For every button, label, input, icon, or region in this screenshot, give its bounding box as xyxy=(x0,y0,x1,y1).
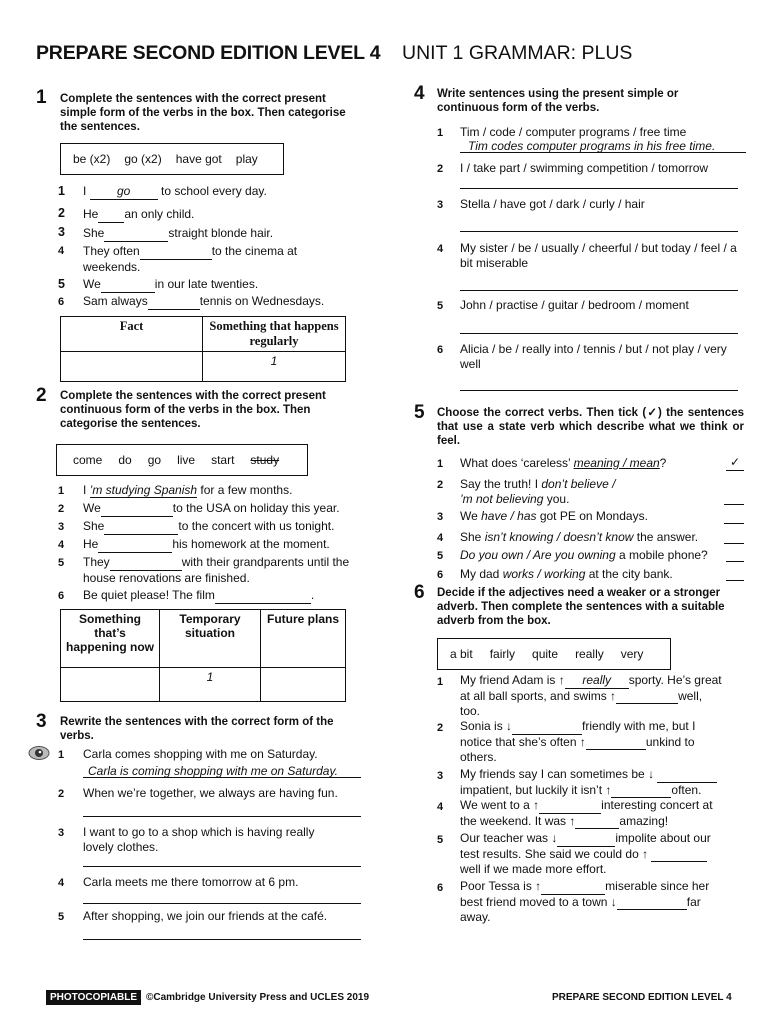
answer-blank[interactable] xyxy=(657,767,717,783)
ex2-item-5: They with their grandparents until the house renovations are finished. xyxy=(83,555,350,585)
page-title: PREPARE SECOND EDITION LEVEL 4 xyxy=(36,42,381,64)
exercise-2-word-box xyxy=(56,444,308,476)
item-number: 6 xyxy=(437,344,444,356)
page-subtitle: UNIT 1 GRAMMAR: PLUS xyxy=(402,42,633,64)
item-number: 1 xyxy=(437,127,444,139)
ex6-item-5: Our teacher was ↓ impolite about our test results. She said we could do ↑ well if we made more effort. xyxy=(460,831,711,876)
exercise-6-word-box xyxy=(437,638,671,670)
item-number: 3 xyxy=(437,511,444,523)
answer-blank[interactable]: ’m studying Spanish xyxy=(89,483,198,497)
answer-blank[interactable] xyxy=(651,847,707,863)
ex2-item-6: Be quiet please! The film . xyxy=(83,588,315,602)
answer-line[interactable] xyxy=(460,231,738,232)
word-box-item: fairly xyxy=(489,647,516,661)
ex2-item-1: I ’m studying Spanish for a few months. xyxy=(83,483,293,497)
exercise-1-category-table xyxy=(60,316,346,382)
ex1-item-1: I go to school every day. xyxy=(83,184,267,198)
item-number: 5 xyxy=(437,550,444,562)
ex3-item-1-question: Carla comes shopping with me on Saturday. xyxy=(83,747,318,761)
exercise-5-number: 5 xyxy=(414,402,425,423)
table-cell[interactable]: 1 xyxy=(160,668,261,702)
item-number: 1 xyxy=(58,485,65,497)
item-number: 6 xyxy=(58,590,65,602)
answer-line[interactable] xyxy=(460,188,738,189)
ex6-item-2: Sonia is ↓ friendly with me, but I notice that she’s often ↑ unkind to others. xyxy=(460,719,696,764)
table-cell[interactable] xyxy=(261,668,346,702)
answer-blank[interactable] xyxy=(98,207,124,223)
item-number: 1 xyxy=(58,749,65,761)
ex5-item-2: Say the truth! I don’t believe / ’m not believing you. xyxy=(460,477,616,506)
answer-blank[interactable] xyxy=(101,277,155,293)
answer-blank[interactable] xyxy=(539,798,601,814)
answer-blank[interactable] xyxy=(541,879,605,895)
table-cell[interactable]: 1 xyxy=(203,352,346,382)
item-number: 1 xyxy=(437,676,444,688)
ex2-item-4: He his homework at the moment. xyxy=(83,537,330,551)
exercise-2-category-table xyxy=(60,609,346,702)
table-header: Something that’s happening now xyxy=(61,610,160,668)
item-number: 5 xyxy=(437,300,444,312)
exercise-1-number: 1 xyxy=(36,87,47,108)
answer-line[interactable] xyxy=(83,816,361,817)
answer-line[interactable] xyxy=(460,290,738,291)
ex6-item-6: Poor Tessa is ↑ miserable since her best friend moved to a town ↓ far away. xyxy=(460,879,710,924)
word-box-item: come xyxy=(73,453,103,467)
item-number: 2 xyxy=(58,788,65,800)
ex5-item-4: She isn’t knowing / doesn’t know the answer. xyxy=(460,530,699,544)
ex1-item-2: He an only child. xyxy=(83,207,195,221)
item-number: 2 xyxy=(58,206,65,220)
item-number: 2 xyxy=(437,722,444,734)
exercise-3-number: 3 xyxy=(36,711,47,732)
ex4-item-5-prompt: John / practise / guitar / bedroom / moment xyxy=(460,298,689,312)
word-box-item: be (x2) xyxy=(73,152,111,166)
ex4-item-3-prompt: Stella / have got / dark / curly / hair xyxy=(460,197,645,211)
tick-box[interactable] xyxy=(724,523,744,524)
listen-icon[interactable] xyxy=(28,745,50,764)
table-header: Fact xyxy=(61,317,203,352)
item-number: 4 xyxy=(437,801,444,813)
ex4-item-1-answer[interactable]: Tim codes computer programs in his free time. xyxy=(468,139,716,153)
word-box-item: do xyxy=(118,453,132,467)
exercise-2-instruction: Complete the sentences with the correct present continuous form of the verbs in the box. Then categorise the sentences. xyxy=(60,390,326,430)
exercise-4-number: 4 xyxy=(414,83,425,104)
ex3-item-3-question: I want to go to a shop which is having really lovely clothes. xyxy=(83,825,315,854)
ex5-item-6: My dad works / working at the city bank. xyxy=(460,567,673,581)
answer-blank[interactable] xyxy=(101,501,173,517)
answer-blank[interactable]: really xyxy=(565,673,629,689)
exercise-5-instruction: Choose the correct verbs. Then tick (✓) the sentences that use a state verb which describe what we think or feel. xyxy=(437,407,744,447)
answer-blank[interactable] xyxy=(148,294,200,310)
ex6-item-3: My friends say I can sometimes be ↓ impatient, but luckily it isn’t ↑ often. xyxy=(460,767,750,798)
item-number: 5 xyxy=(58,277,65,291)
item-number: 6 xyxy=(58,296,65,308)
table-header: Temporary situation xyxy=(160,610,261,668)
exercise-2-number: 2 xyxy=(36,385,47,406)
answer-blank[interactable]: go xyxy=(90,184,158,200)
answer-blank[interactable] xyxy=(215,588,311,604)
item-number: 6 xyxy=(437,882,444,894)
answer-blank[interactable] xyxy=(104,226,168,242)
ex3-item-1-answer[interactable]: Carla is coming shopping with me on Saturday. xyxy=(88,764,338,778)
ex1-item-5: We in our late twenties. xyxy=(83,277,259,291)
word-box-item: very xyxy=(620,647,644,661)
copyright-text: ©Cambridge University Press and UCLES 2019 xyxy=(146,992,370,1003)
answer-blank[interactable] xyxy=(616,689,678,705)
exercise-3-instruction: Rewrite the sentences with the correct form of the verbs. xyxy=(60,716,334,742)
item-number: 2 xyxy=(58,503,65,515)
word-box-item: play xyxy=(235,152,258,166)
ex2-item-3: She to the concert with us tonight. xyxy=(83,519,335,533)
answer-line[interactable] xyxy=(460,333,738,334)
word-box-item: live xyxy=(177,453,196,467)
tick-box[interactable] xyxy=(726,561,744,562)
ex1-item-3: She straight blonde hair. xyxy=(83,226,274,240)
item-number: 4 xyxy=(58,245,65,257)
answer-blank[interactable] xyxy=(110,555,182,571)
tick-box[interactable] xyxy=(724,543,744,544)
answer-blank[interactable] xyxy=(617,895,687,911)
ex5-item-1: What does ‘careless’ meaning / mean? xyxy=(460,456,667,470)
ex4-item-2-prompt: I / take part / swimming competition / tomorrow xyxy=(460,161,709,175)
ex4-item-1-prompt: Tim / code / computer programs / free time xyxy=(460,125,687,139)
answer-line[interactable] xyxy=(83,866,361,867)
word-box-item: have got xyxy=(175,152,222,166)
ex3-item-5-question: After shopping, we join our friends at the café. xyxy=(83,909,328,923)
table-header: Future plans xyxy=(261,610,346,668)
answer-blank[interactable] xyxy=(611,783,671,799)
item-number: 4 xyxy=(58,877,65,889)
exercise-6-number: 6 xyxy=(414,582,425,603)
item-number: 2 xyxy=(437,479,444,491)
answer-blank[interactable] xyxy=(98,537,172,553)
ex2-item-2: We to the USA on holiday this year. xyxy=(83,501,340,515)
word-box-item: really xyxy=(575,647,604,661)
item-number: 3 xyxy=(58,827,65,839)
item-number: 3 xyxy=(58,225,65,239)
item-number: 4 xyxy=(437,532,444,544)
ex3-item-2-question: When we’re together, we always are having fun. xyxy=(83,786,338,800)
item-number: 5 xyxy=(58,911,65,923)
ex1-item-4: They often to the cinema at weekends. xyxy=(83,244,298,274)
item-number: 4 xyxy=(58,539,65,551)
ex1-item-6: Sam always tennis on Wednesdays. xyxy=(83,294,325,308)
table-cell[interactable] xyxy=(61,668,160,702)
item-number: 5 xyxy=(58,557,65,569)
ex5-item-3: We have / has got PE on Mondays. xyxy=(460,509,648,523)
word-box-item: go xyxy=(147,453,162,467)
exercise-6-instruction: Decide if the adjectives need a weaker or a stronger adverb. Then complete the sentences with a suitable adverb from the box. xyxy=(437,587,725,627)
answer-blank[interactable] xyxy=(575,814,619,830)
answer-line[interactable] xyxy=(83,939,361,940)
item-number: 3 xyxy=(437,199,444,211)
item-number: 3 xyxy=(437,770,444,782)
ex6-item-4: We went to a ↑ interesting concert at the weekend. It was ↑ amazing! xyxy=(460,798,713,828)
word-box-item: study xyxy=(250,453,280,467)
word-box-item: a bit xyxy=(450,647,473,661)
ex4-item-4-prompt: My sister / be / usually / cheerful / but today / feel / a bit miserable xyxy=(460,241,737,270)
answer-blank[interactable] xyxy=(557,831,615,847)
table-cell[interactable] xyxy=(61,352,203,382)
ex4-item-6-prompt: Alicia / be / really into / tennis / but / not play / very well xyxy=(460,342,727,371)
ex5-item-5: Do you own / Are you owning a mobile phone? xyxy=(460,548,708,562)
tick-box[interactable] xyxy=(724,504,744,505)
ex6-item-1: My friend Adam is ↑ really sporty. He’s great at all ball sports, and swims ↑ well, too. xyxy=(460,673,722,718)
word-box-item: quite xyxy=(532,647,559,661)
word-box-item: go (x2) xyxy=(124,152,162,166)
exercise-1-word-box xyxy=(60,143,284,175)
exercise-1-instruction: Complete the sentences with the correct present simple form of the verbs in the box. Then categorise the sentences. xyxy=(60,93,346,133)
footer-level: PREPARE SECOND EDITION LEVEL 4 xyxy=(552,992,732,1003)
photocopiable-badge: PHOTOCOPIABLE xyxy=(46,990,141,1005)
answer-line[interactable] xyxy=(460,390,738,391)
tick-box[interactable] xyxy=(726,580,744,581)
answer-blank[interactable] xyxy=(104,519,178,535)
item-number: 4 xyxy=(437,243,444,255)
answer-line[interactable] xyxy=(460,152,746,153)
item-number: 2 xyxy=(437,163,444,175)
answer-blank[interactable] xyxy=(512,719,582,735)
item-number: 6 xyxy=(437,569,444,581)
answer-blank[interactable] xyxy=(586,735,646,751)
item-number: 1 xyxy=(58,184,65,198)
item-number: 1 xyxy=(437,458,444,470)
exercise-4-instruction: Write sentences using the present simple or continuous form of the verbs. xyxy=(437,88,679,114)
answer-line[interactable] xyxy=(83,777,361,778)
answer-blank[interactable] xyxy=(140,244,212,260)
table-header: Something that happens regularly xyxy=(203,317,346,352)
answer-line[interactable] xyxy=(83,903,361,904)
item-number: 5 xyxy=(437,834,444,846)
ex3-item-4-question: Carla meets me there tomorrow at 6 pm. xyxy=(83,875,299,889)
item-number: 3 xyxy=(58,521,65,533)
tick-box[interactable]: ✓ xyxy=(726,455,744,471)
word-box-item: start xyxy=(211,453,235,467)
